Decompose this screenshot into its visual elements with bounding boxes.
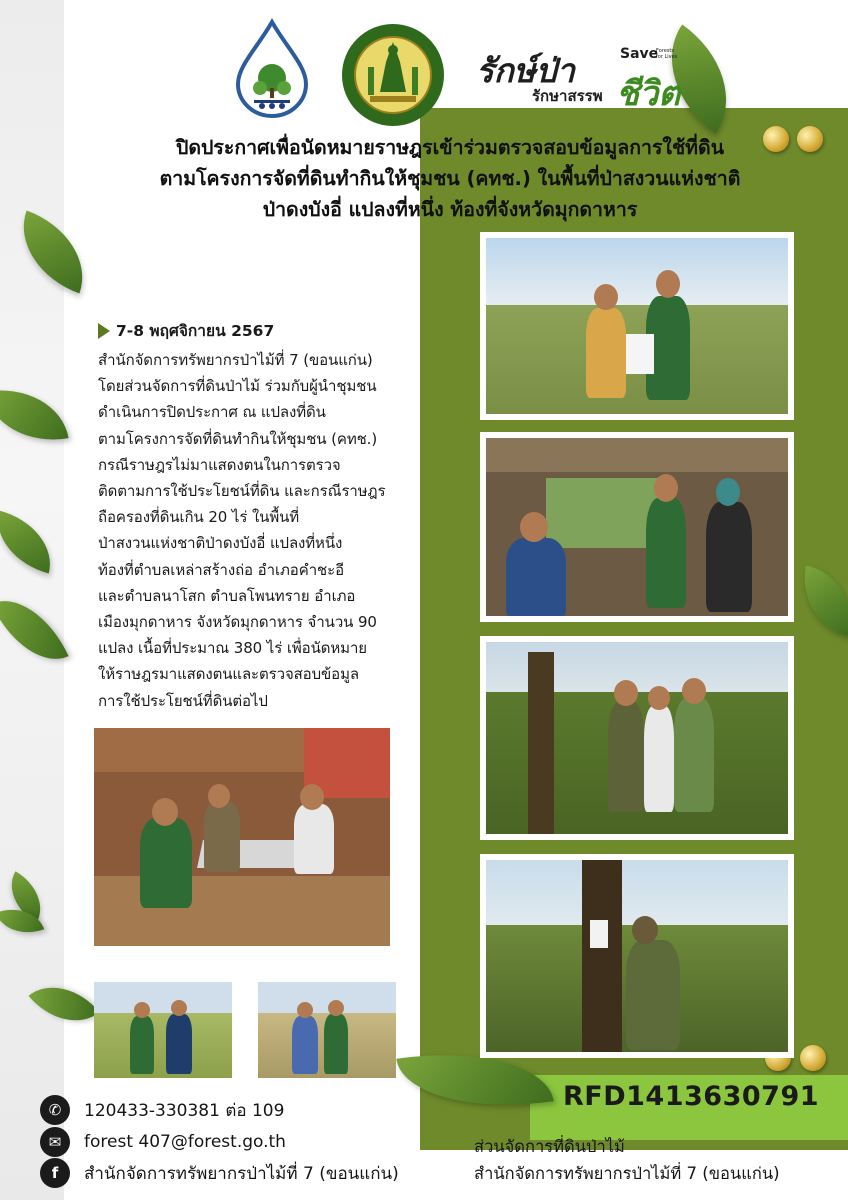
title-line-2: ตามโครงการจัดที่ดินทำกินให้ชุมชน (คทช.) ในพื้นที่ป่าสงวนแห่งชาติ xyxy=(159,167,741,190)
article-line: กรณีราษฎรไม่มาแสดงตนในการตรวจ xyxy=(98,455,341,474)
campaign-life-text: ชีวิต xyxy=(616,74,681,114)
gold-coin-decoration xyxy=(800,1045,826,1071)
document-code: RFD1413630791 xyxy=(563,1081,820,1112)
campaign-main-text: รักษ์ป่า xyxy=(476,51,575,90)
play-arrow-icon xyxy=(98,323,110,339)
photo-house-meeting xyxy=(480,432,794,622)
email-address[interactable]: forest 407@forest.go.th xyxy=(84,1132,286,1152)
article-text xyxy=(98,347,418,714)
facebook-icon: f xyxy=(40,1158,70,1188)
department-line-2: สำนักจัดการทรัพยากรป่าไม้ที่ 7 (ขอนแก่น) xyxy=(474,1164,780,1183)
article-body xyxy=(98,318,418,714)
facebook-page[interactable]: สำนักจัดการทรัพยากรป่าไม้ที่ 7 (ขอนแก่น) xyxy=(84,1163,399,1184)
phone-icon: ✆ xyxy=(40,1095,70,1125)
article-line: ท้องที่ตำบลเหล่าสร้างถ่อ อำเภอคำชะอี xyxy=(98,560,344,579)
page-title xyxy=(100,132,800,225)
article-line: และตำบลนาโสก ตำบลโพนทราย อำเภอ xyxy=(98,586,356,605)
photo-table-meeting xyxy=(94,728,390,946)
phone-number[interactable]: 120433-330381 ต่อ 109 xyxy=(84,1100,285,1121)
article-line: สำนักจัดการทรัพยากรป่าไม้ที่ 7 (ขอนแก่น) xyxy=(98,351,373,369)
campaign-save-small-text: Forests for Lives xyxy=(656,48,678,60)
left-gray-strip xyxy=(0,0,64,1200)
save-forests-campaign-logo xyxy=(470,44,680,124)
article-line: ติดตามการใช้ประโยชน์ที่ดิน และกรณีราษฎร xyxy=(98,482,386,501)
article-line: แปลง เนื้อที่ประมาณ 380 ไร่ เพื่อนัดหมาย xyxy=(98,639,367,658)
contact-email xyxy=(40,1127,286,1157)
email-icon: ✉ xyxy=(40,1127,70,1157)
article-line: ดำเนินการปิดประกาศ ณ แปลงที่ดิน xyxy=(98,403,326,422)
campaign-sub-text: รักษาสรรพ xyxy=(532,87,603,105)
article-line: ให้ราษฎรมาแสดงตนและตรวจสอบข้อมูล xyxy=(98,665,359,684)
photo-posting-notice xyxy=(480,854,794,1058)
title-line-3: ป่าดงบังอี่ แปลงที่หนึ่ง ท้องที่จังหวัดมุกดาหาร xyxy=(262,198,638,221)
contact-phone xyxy=(40,1095,284,1125)
campaign-save-text: Save xyxy=(620,46,659,62)
article-line: ป่าสงวนแห่งชาติป่าดงบังอี่ แปลงที่หนึ่ง xyxy=(98,534,343,553)
article-date: 7-8 พฤศจิกายน 2567 xyxy=(116,322,275,340)
article-line: โดยส่วนจัดการที่ดินป่าไม้ ร่วมกับผู้นำชุมชน xyxy=(98,377,377,396)
contact-facebook xyxy=(40,1158,399,1188)
article-line: ถือครองที่ดินเกิน 20 ไร่ ในพื้นที่ xyxy=(98,508,300,527)
article-line: การใช้ประโยชน์ที่ดินต่อไป xyxy=(98,691,268,710)
photo-rice-field-2 xyxy=(258,982,396,1078)
date-line xyxy=(98,318,418,343)
water-drop-logo xyxy=(232,18,312,118)
photo-tree-inspection xyxy=(480,636,794,840)
photo-field-notice xyxy=(480,232,794,420)
photo-rice-field-1 xyxy=(94,982,232,1078)
article-line: ตามโครงการจัดที่ดินทำกินให้ชุมชน (คทช.) xyxy=(98,429,378,448)
article-line: เมืองมุกดาหาร จังหวัดมุกดาหาร จำนวน 90 xyxy=(98,613,377,632)
royal-forest-department-seal xyxy=(340,22,446,128)
title-line-1: ปิดประกาศเพื่อนัดหมายราษฎรเข้าร่วมตรวจสอบข้อมูลการใช้ที่ดิน xyxy=(175,136,725,159)
gold-coin-decoration xyxy=(797,126,823,152)
department-line-1: ส่วนจัดการที่ดินป่าไม้ xyxy=(474,1137,625,1156)
